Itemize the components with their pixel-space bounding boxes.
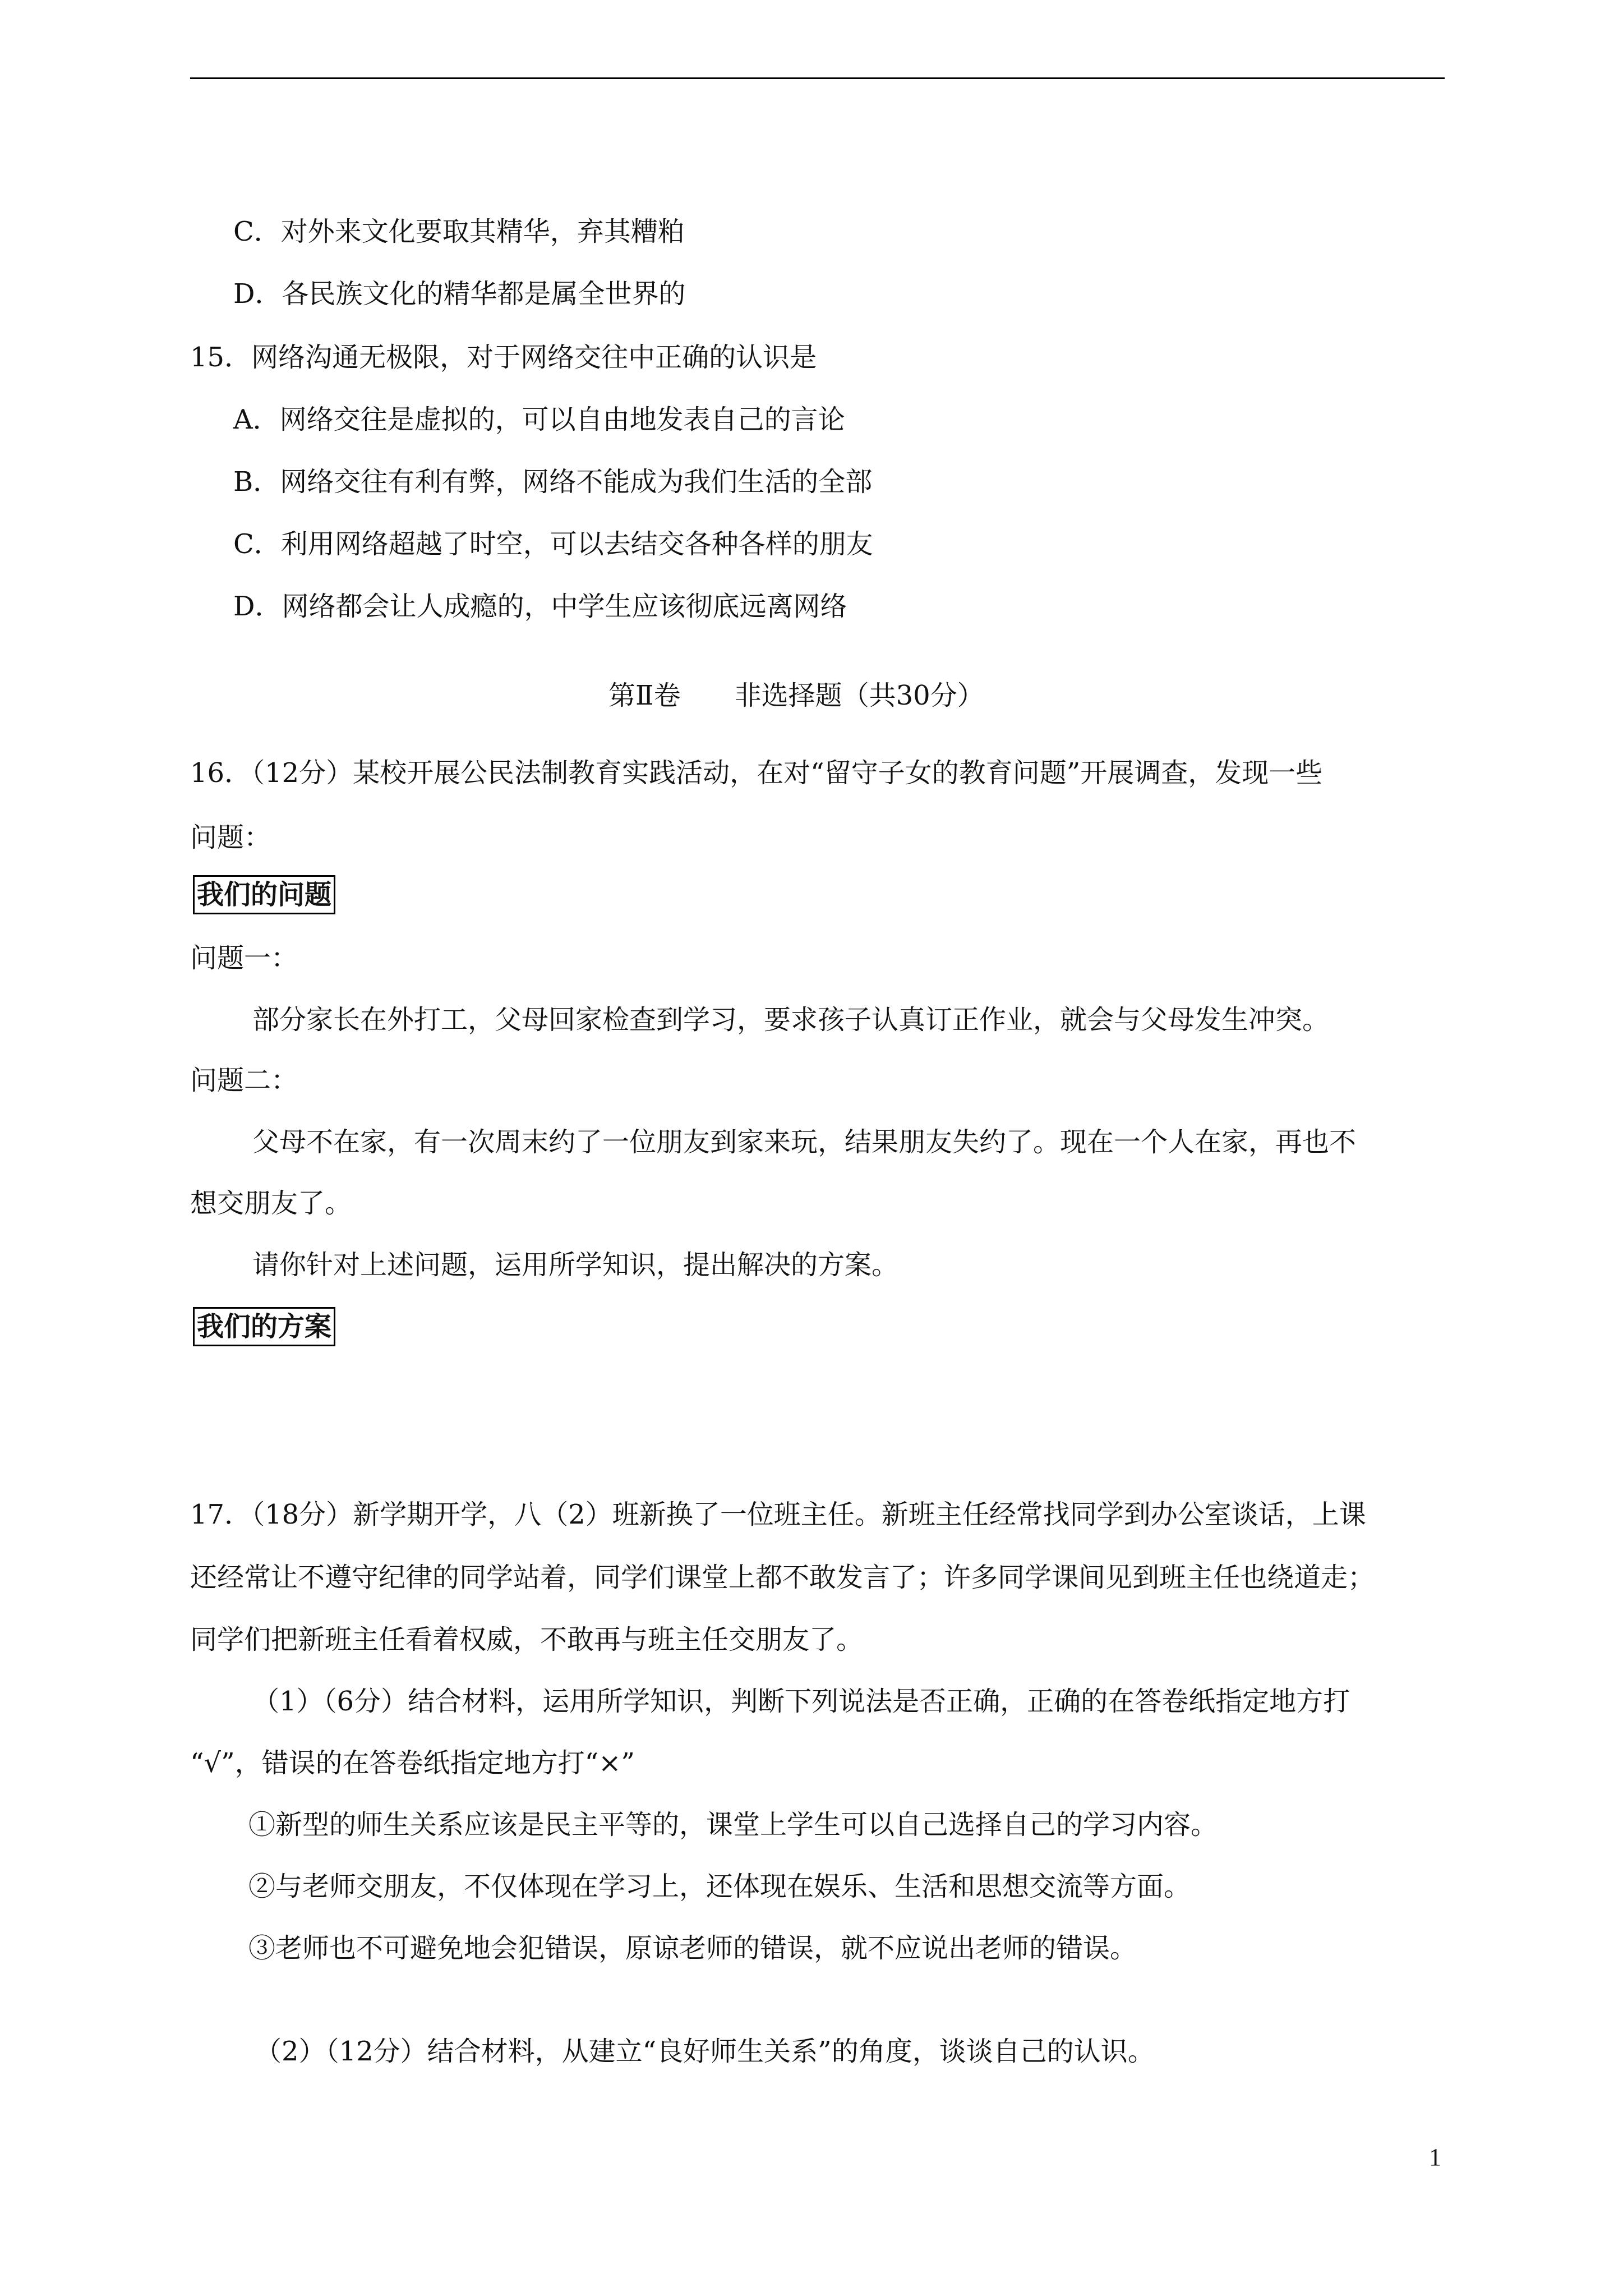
section-heading: 第Ⅱ卷 非选择题（共30分） — [608, 680, 984, 711]
option-15-c: C．利用网络超越了时空，可以去结交各种各样的朋友 — [233, 528, 873, 560]
subquestion-1-cont: “√”，错误的在答卷纸指定地方打“×” — [190, 1747, 635, 1779]
question-17-cont-1: 还经常让不遵守纪律的同学站着，同学们课堂上都不敢发言了；许多同学课间见到班主任也绕道走； — [190, 1562, 1375, 1593]
option-15-b: B．网络交往有利有弊，网络不能成为我们生活的全部 — [233, 466, 873, 498]
question-16: 16．（12分）某校开展公民法制教育实践活动，在对“留守子女的教育问题”开展调查，发现一些 — [190, 757, 1323, 789]
question-15: 15．网络沟通无极限，对于网络交往中正确的认识是 — [190, 342, 817, 373]
statement-1: ①新型的师生关系应该是民主平等的，课堂上学生可以自己选择自己的学习内容。 — [248, 1809, 1218, 1841]
question-16-cont: 问题： — [190, 822, 271, 853]
question-16-prompt: 请你针对上述问题，运用所学知识，提出解决的方案。 — [252, 1249, 899, 1281]
problem-two-label: 问题二： — [190, 1065, 298, 1096]
page-number: 1 — [1429, 2143, 1441, 2171]
subquestion-2: （2）（12分）结合材料，从建立“良好师生关系”的角度，谈谈自己的认识。 — [255, 2036, 1155, 2067]
our-problems-box: 我们的问题 — [193, 875, 335, 914]
option-15-a: A．网络交往是虚拟的，可以自由地发表自己的言论 — [233, 404, 845, 435]
statement-3: ③老师也不可避免地会犯错误，原谅老师的错误，就不应说出老师的错误。 — [248, 1932, 1137, 1964]
option-14-c: C．对外来文化要取其精华，弃其糟粕 — [233, 216, 685, 247]
statement-2: ②与老师交朋友，不仅体现在学习上，还体现在娱乐、生活和思想交流等方面。 — [248, 1871, 1191, 1902]
subquestion-1: （1）（6分）结合材料，运用所学知识，判断下列说法是否正确，正确的在答卷纸指定地方打 — [252, 1686, 1350, 1717]
our-plan-box: 我们的方案 — [193, 1307, 335, 1346]
problem-one-text: 部分家长在外打工，父母回家检查到学习，要求孩子认真订正作业，就会与父母发生冲突。 — [252, 1004, 1330, 1036]
question-17-cont-2: 同学们把新班主任看着权威，不敢再与班主任交朋友了。 — [190, 1624, 864, 1655]
problem-two-text: 父母不在家，有一次周末约了一位朋友到家来玩，结果朋友失约了。现在一个人在家，再也不 — [252, 1126, 1357, 1158]
header-rule — [190, 77, 1445, 79]
option-14-d: D．各民族文化的精华都是属全世界的 — [233, 278, 686, 310]
option-15-d: D．网络都会让人成瘾的，中学生应该彻底远离网络 — [233, 591, 847, 622]
problem-two-text-cont: 想交朋友了。 — [190, 1188, 352, 1219]
question-17: 17．（18分）新学期开学，八（2）班新换了一位班主任。新班主任经常找同学到办公室谈话，上课 — [190, 1499, 1366, 1530]
problem-one-label: 问题一： — [190, 942, 298, 974]
